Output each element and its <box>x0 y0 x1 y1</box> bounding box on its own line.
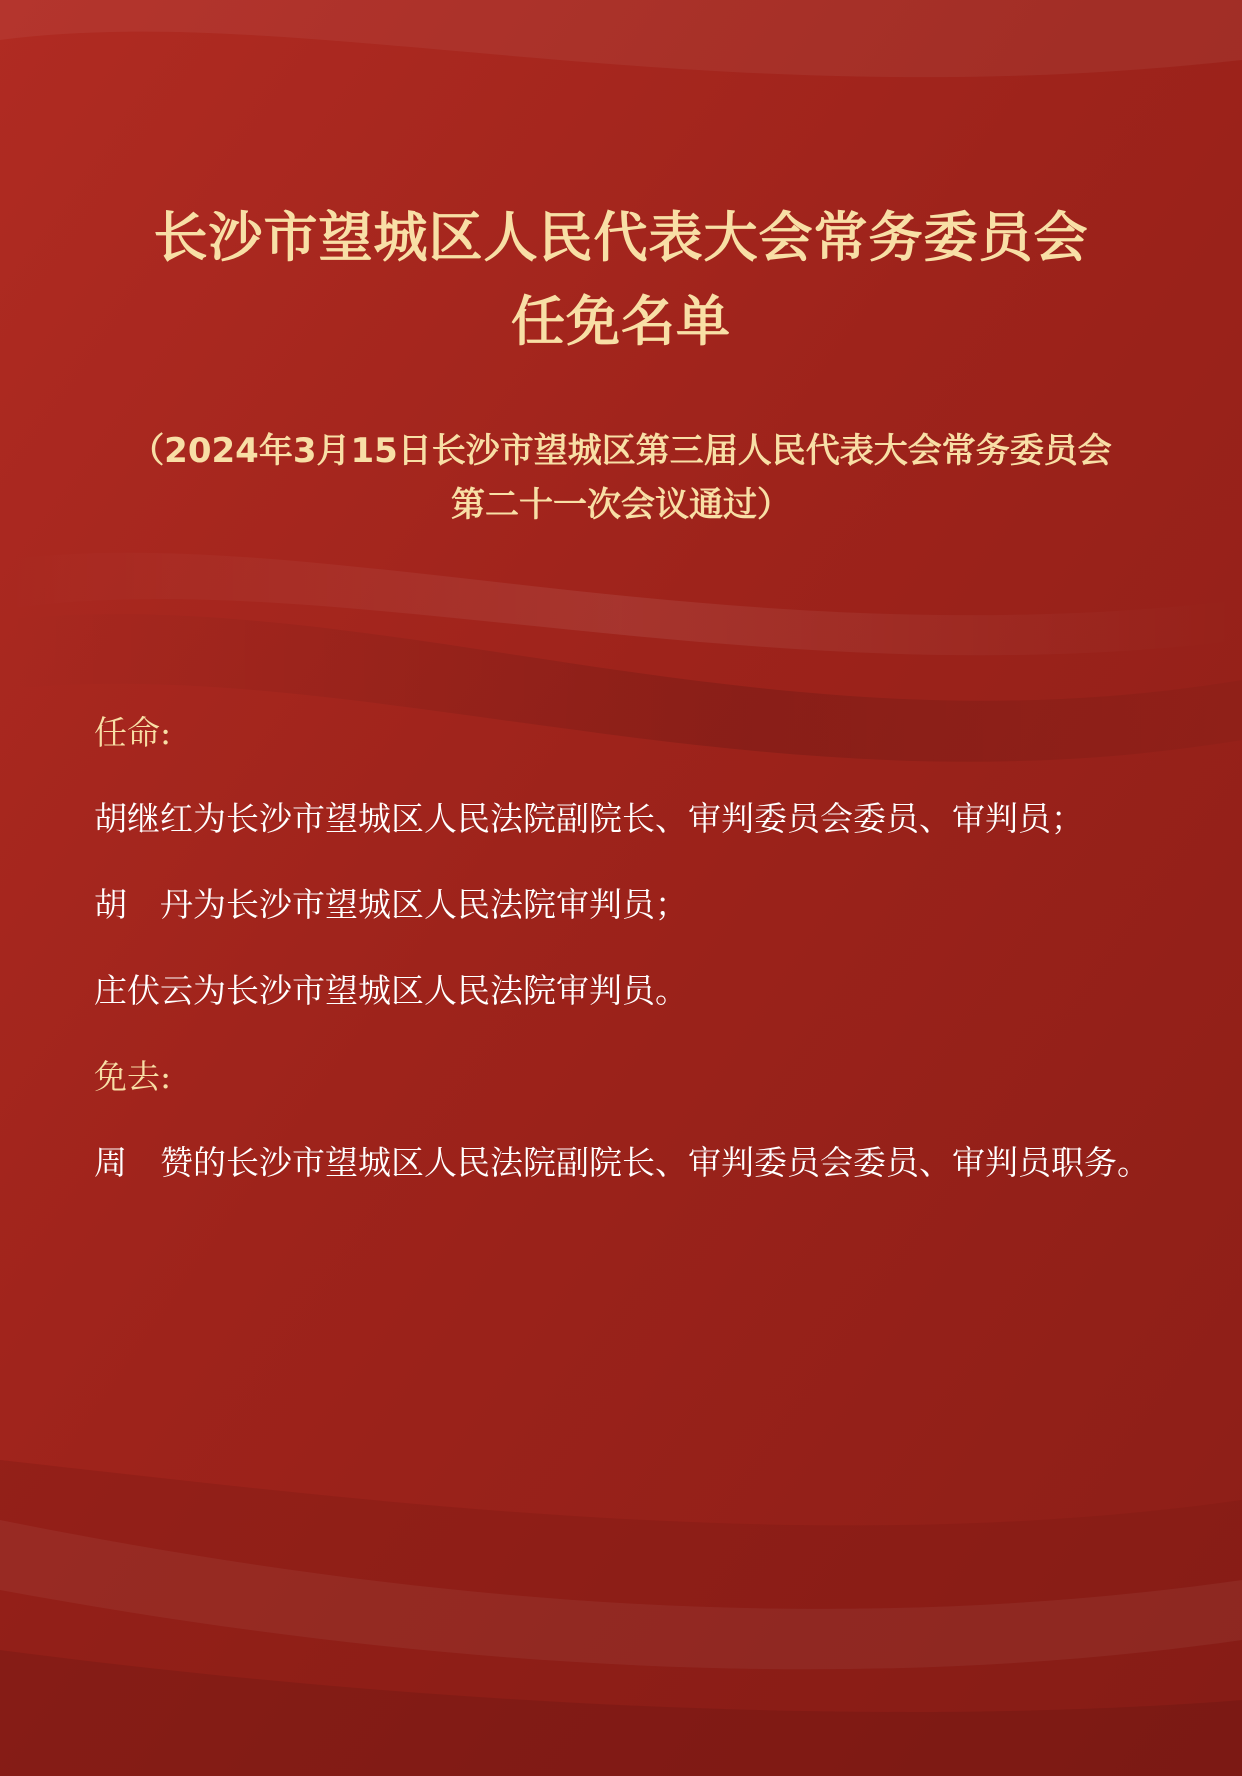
removal-item: 周 赞的长沙市望城区人民法院副院长、审判委员会委员、审判员职务。 <box>94 1143 1150 1182</box>
document-subtitle <box>0 424 1242 532</box>
document-body <box>94 704 1154 1220</box>
appointments-label: 任命: <box>94 713 172 752</box>
appointment-item: 胡继红为长沙市望城区人民法院副院长、审判委员会委员、审判员； <box>94 799 1084 838</box>
title-line-2: 任免名单 <box>511 290 731 353</box>
subtitle-line-2: 第二十一次会议通过） <box>451 485 791 525</box>
appointment-item: 庄伏云为长沙市望城区人民法院审判员。 <box>94 971 688 1010</box>
removals-label: 免去: <box>94 1057 172 1096</box>
subtitle-line-1: （2024年3月15日长沙市望城区第三届人民代表大会常务委员会 <box>130 431 1112 471</box>
title-line-1: 长沙市望城区人民代表大会常务委员会 <box>153 206 1089 269</box>
appointment-item: 胡 丹为长沙市望城区人民法院审判员； <box>94 885 688 924</box>
document-title <box>0 196 1242 364</box>
